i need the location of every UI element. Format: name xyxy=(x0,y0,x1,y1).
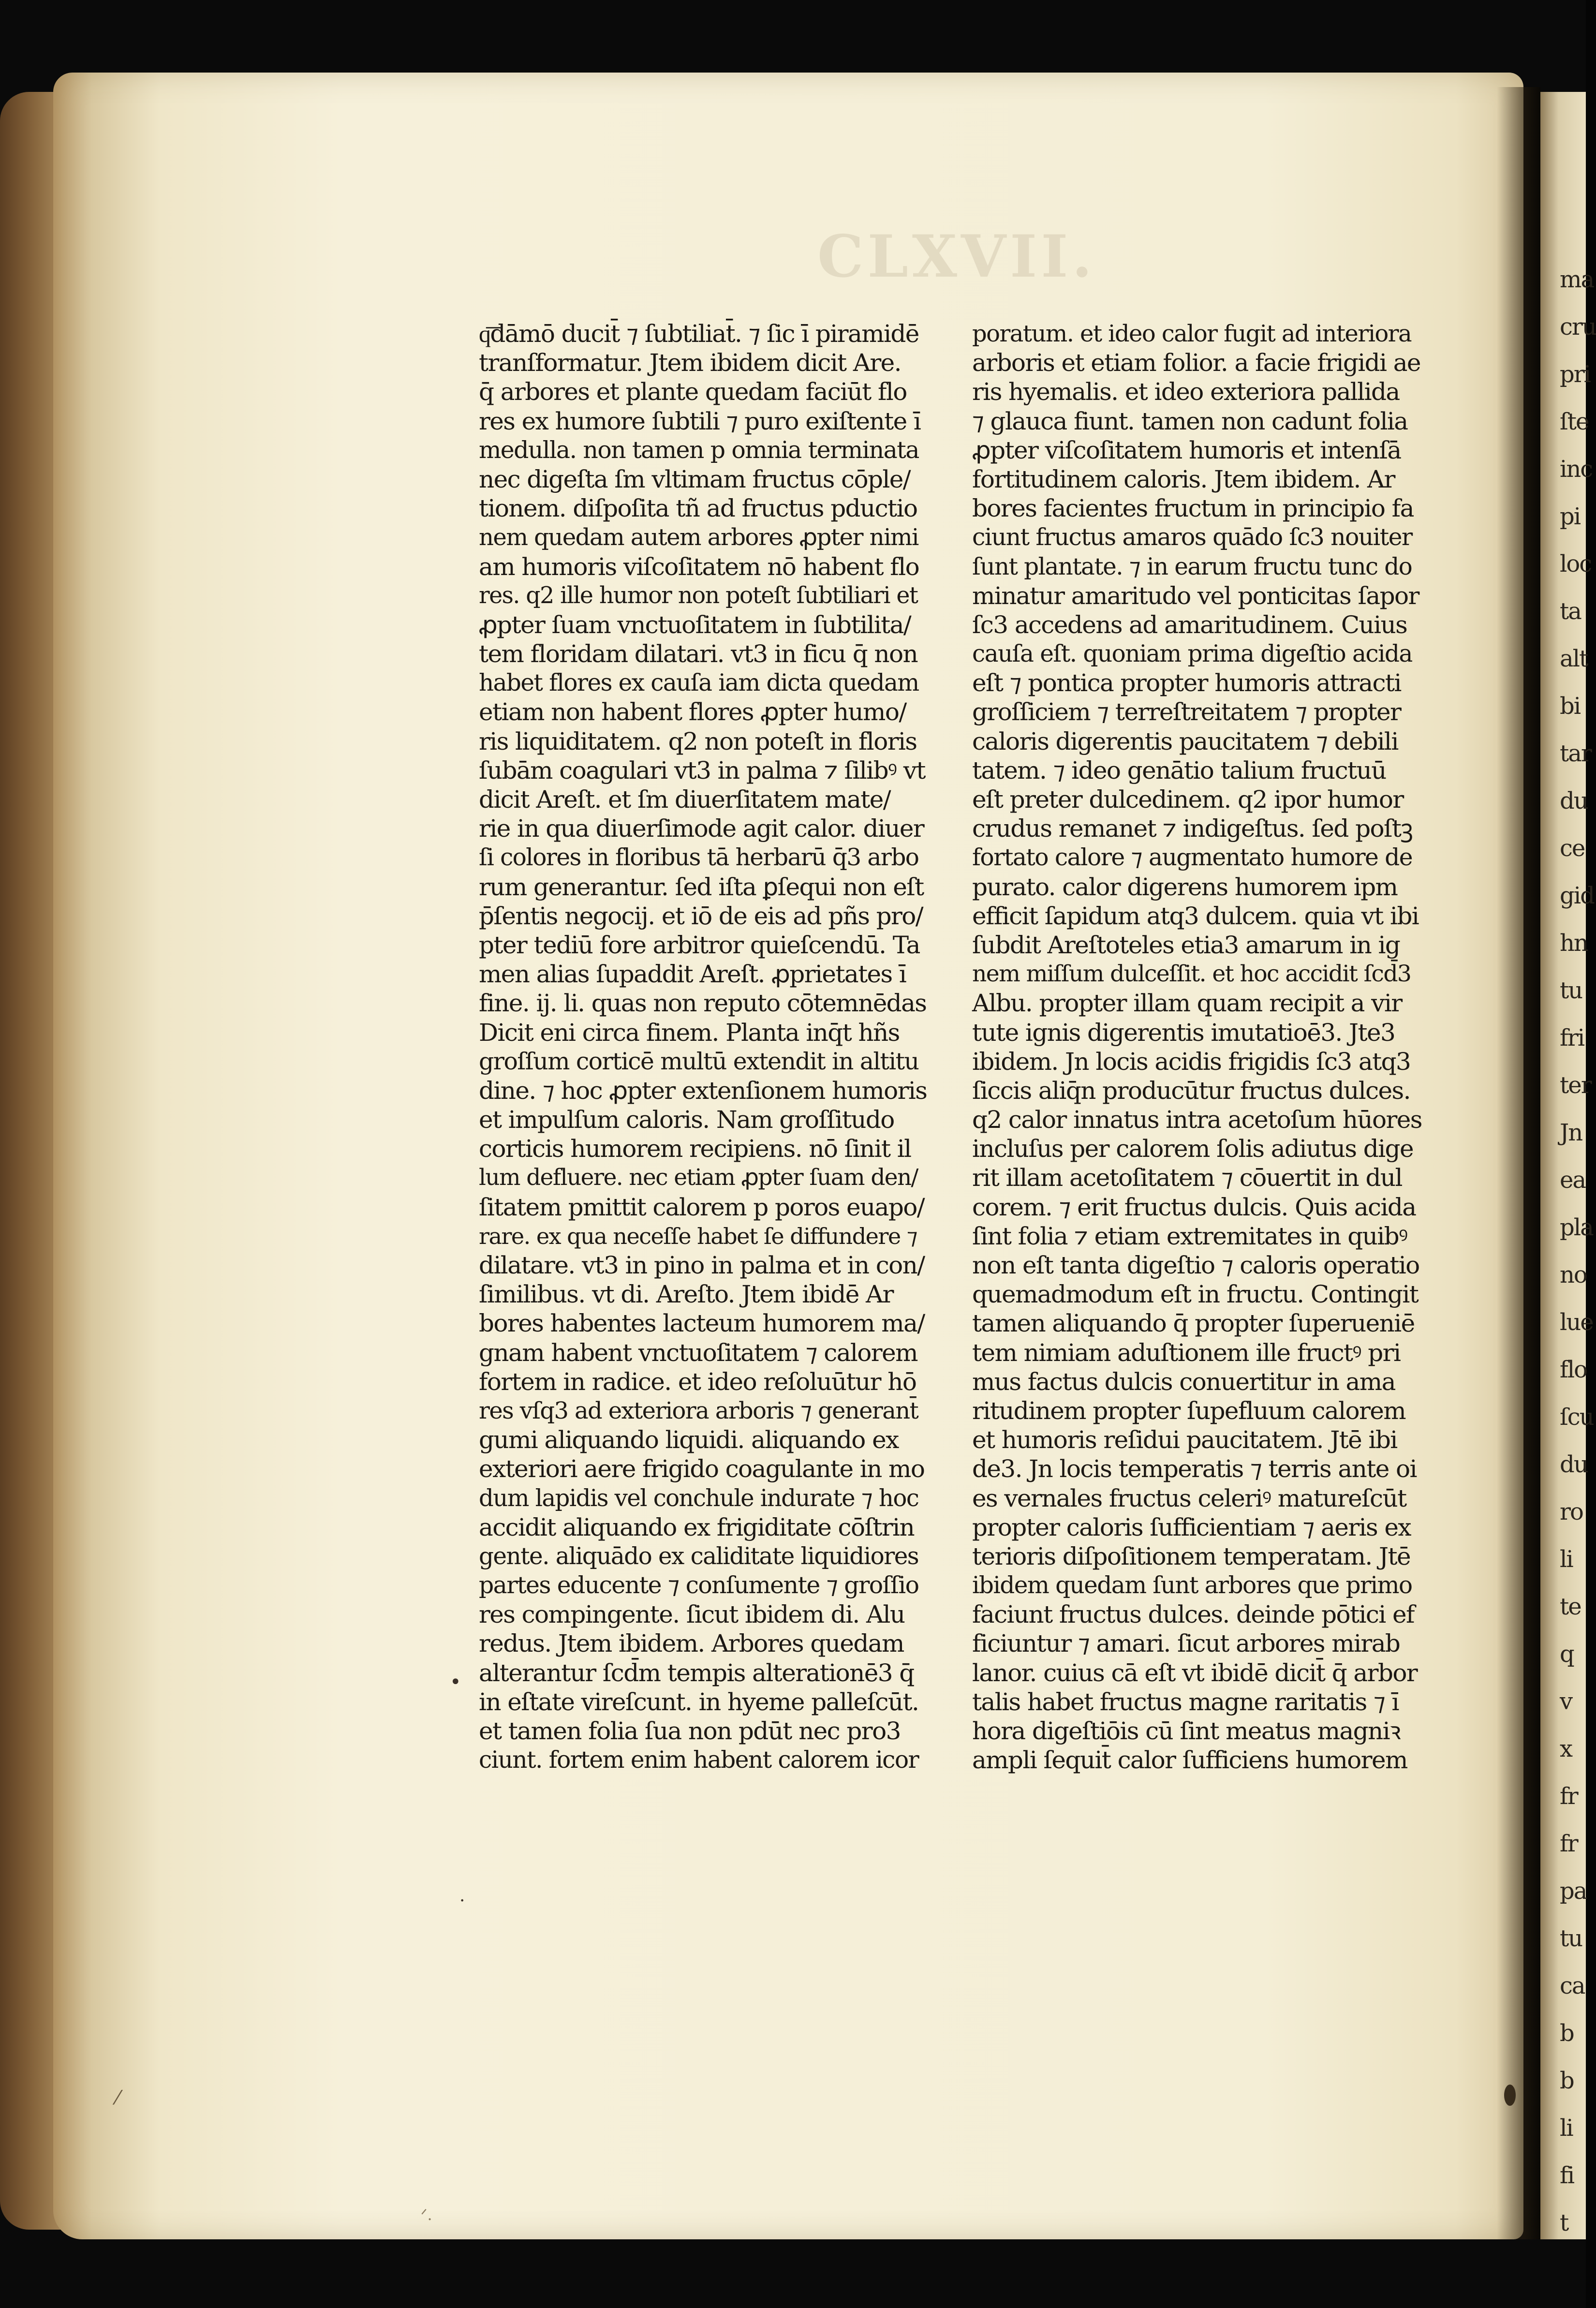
text-line: ris liquiditatem. q2 non poteſt in floris xyxy=(479,727,917,755)
text-line: poratum. et ideo calor fugit ad interiora xyxy=(972,320,1411,347)
text-line: es vernales fructus celeriꝰ matureſcūt xyxy=(972,1484,1406,1512)
text-line: tem floridam dilatari. vt3 in ficu q̄ non xyxy=(479,640,918,668)
facing-page-fragment: ea xyxy=(1560,1167,1586,1194)
text-line: nem quedam autem arbores ꝓpter nimi xyxy=(479,524,918,551)
facing-page-fragment: b xyxy=(1560,2067,1574,2094)
text-line: gnam habent vnctuoſitatem ⁊ calorem xyxy=(479,1338,917,1367)
text-line: groſſum corticē multū extendit in altitu xyxy=(479,1047,919,1075)
folio-header-ghost: CLXVII. xyxy=(817,222,1096,291)
text-line: de3. Jn locis temperatis ⁊ terris ante oi xyxy=(972,1455,1417,1483)
text-line: hora digeſtiōis cū ſint meatus magniꝛ xyxy=(972,1717,1401,1745)
text-line: terioris diſpoſitionem temperatam. Jtē xyxy=(972,1542,1410,1570)
facing-page-fragment: pri xyxy=(1560,361,1591,388)
text-line: efficit ſapidum atq3 dulcem. quia vt ibi xyxy=(972,902,1419,930)
text-line: rare. ex qua neceſſe habet ſe diffundere ⁊ xyxy=(479,1223,917,1249)
margin-mark: ⁄ xyxy=(116,2087,119,2109)
facing-page-fragment: pi xyxy=(1560,503,1581,530)
text-line: habet flores ex cauſa iam dicta quedam xyxy=(479,669,919,697)
facing-page-fragment: ca xyxy=(1560,1972,1585,1999)
text-line: ⁊ glauca fiunt. tamen non cadunt folia xyxy=(972,407,1408,435)
text-line: nec digeſta ſm vltimam fructus cōple/ xyxy=(479,465,911,493)
facing-page-fragment: pla xyxy=(1560,1214,1593,1241)
facing-page-fragment: ter xyxy=(1560,1072,1591,1099)
text-line: corem. ⁊ erit fructus dulcis. Quis acida xyxy=(972,1193,1416,1221)
facing-page-fragment: fr xyxy=(1560,1783,1578,1810)
facing-page-fragment: du xyxy=(1560,1451,1588,1478)
text-line: purato. calor digerens humorem ipm xyxy=(972,873,1398,901)
text-line: tute ignis digerentis imutatioē3. Jte3 xyxy=(972,1018,1395,1047)
facing-page-fragment: t xyxy=(1560,2209,1568,2236)
text-line: gumi aliquando liquidi. aliquando ex xyxy=(479,1426,899,1454)
text-line: dine. ⁊ hoc ꝓpter extenſionem humoris xyxy=(479,1076,927,1105)
margin-mark: ᐟ. xyxy=(421,2205,432,2224)
margin-mark: • xyxy=(450,1671,461,1693)
text-line: ibidem quedam ſunt arbores que primo xyxy=(972,1572,1412,1599)
text-line: dilatare. vt3 in pino in palma et in con/ xyxy=(479,1251,925,1279)
facing-page-fragment: ce xyxy=(1560,835,1585,862)
text-line: res compingente. ſicut ibidem di. Alu xyxy=(479,1600,905,1629)
text-line: ſubām coagulari vt3 in palma ⁊ ſilibꝰ vt xyxy=(479,756,925,784)
text-line: rit illam acetoſitatem ⁊ cōuertit in dul xyxy=(972,1164,1402,1192)
facing-page-fragment: pa xyxy=(1560,1878,1587,1905)
text-line: q͞dāmō ducit̄ ⁊ ſubtiliat̄. ⁊ ſic ī piramidē xyxy=(479,320,919,348)
text-line: ſubdit Areſtoteles etia3 amarum in ig xyxy=(972,931,1400,959)
facing-page-fragment: ſcu xyxy=(1560,1404,1594,1431)
facing-page-fragment: Jn xyxy=(1560,1119,1582,1146)
text-line: Dicit eni circa finem. Planta inq̄t hñs xyxy=(479,1018,900,1047)
facing-page-fragment: hn xyxy=(1560,930,1588,957)
text-line: partes educente ⁊ conſumente ⁊ groſſio xyxy=(479,1571,919,1599)
text-line: ciunt fructus amaros quādo ſc3 nouiter xyxy=(972,523,1412,551)
text-line: arboris et etiam folior. a facie frigidi ae xyxy=(972,349,1420,377)
text-line: crudus remanet ⁊ indigeſtus. ſed poſtꝫ xyxy=(972,814,1413,843)
text-line: q̄ arbores et plante quedam faciūt flo xyxy=(479,378,907,406)
text-line: res vſq3 ad exteriora arboris ⁊ generant̄ xyxy=(479,1397,918,1424)
text-line: am humoris viſcoſitatem nō habent flo xyxy=(479,552,919,581)
text-line: ſint folia ⁊ etiam extremitates in quibꝰ xyxy=(972,1222,1407,1250)
facing-page-edge xyxy=(1540,92,1596,2239)
text-line: etiam non habent flores ꝓpter humo/ xyxy=(479,698,906,726)
facing-page-fragment: x xyxy=(1560,1735,1572,1762)
text-line: ibidem. Jn locis acidis frigidis ſc3 atq3 xyxy=(972,1047,1411,1076)
text-line: ſc3 accedens ad amaritudinem. Cuius xyxy=(972,610,1407,639)
text-line: et tamen folia ſua non pdūt nec pro3 xyxy=(479,1717,901,1745)
text-line: bores habentes lacteum humorem ma/ xyxy=(479,1309,925,1338)
text-line: q2 calor innatus intra acetoſum hūores xyxy=(972,1106,1422,1134)
text-line: eſt ⁊ pontica propter humoris attracti xyxy=(972,669,1401,697)
facing-page-fragment: b xyxy=(1560,2020,1574,2047)
facing-page-fragment: no xyxy=(1560,1261,1587,1288)
text-line: talis habet fructus magne raritatis ⁊ ī xyxy=(972,1687,1399,1716)
facing-page-fragment: du xyxy=(1560,787,1588,814)
text-line: et humoris reſidui paucitatem. Jtē ibi xyxy=(972,1426,1397,1454)
text-line: eſt preter dulcedinem. q2 ipor humor xyxy=(972,785,1404,814)
text-line: faciunt fructus dulces. deinde pōtici ef xyxy=(972,1600,1414,1629)
text-line: tatem. ⁊ ideo genātio talium fructuū xyxy=(972,756,1386,784)
text-line: propter caloris ſufficientiam ⁊ aeris ex xyxy=(972,1513,1411,1541)
text-line: Albu. propter illam quam recipit a vir xyxy=(972,989,1402,1018)
facing-page-fragment: ta xyxy=(1560,598,1581,625)
gutter-shadow xyxy=(1497,87,1540,2239)
facing-page-fragment: fr xyxy=(1560,1830,1578,1857)
text-line: tranſformatur. Jtem ibidem dicit Are. xyxy=(479,349,901,377)
text-line: p̄ſentis negocij. et iō de eis ad pñs pro/ xyxy=(479,902,923,930)
text-line: et impulſum caloris. Nam groſſitudo xyxy=(479,1106,894,1134)
facing-page-fragment: q xyxy=(1560,1641,1574,1668)
text-line: dicit Areſt. et ſm diuerſitatem mate/ xyxy=(479,785,890,814)
facing-page-fragment: cru xyxy=(1560,313,1596,340)
facing-page-fragment: fi xyxy=(1560,2162,1574,2189)
facing-page-fragment: ſte xyxy=(1560,408,1589,435)
facing-page-fragment: gid xyxy=(1560,882,1594,909)
right-text-column xyxy=(972,319,1422,1775)
text-line: non eſt tanta digeſtio ⁊ caloris operatio xyxy=(972,1251,1419,1279)
facing-page-fragment: tu xyxy=(1560,977,1582,1004)
text-line: cauſa eſt. quoniam prima digeſtio acida xyxy=(972,640,1412,668)
text-line: ſunt plantate. ⁊ in earum fructu tunc do xyxy=(972,553,1412,580)
text-line: alterantur ſcd̄m tempis alterationē3 q̄ xyxy=(479,1658,914,1687)
facing-page-fragment: loc xyxy=(1560,550,1592,577)
text-line: minatur amaritudo vel ponticitas ſapor xyxy=(972,581,1419,610)
text-line: nem miſſum dulceſſit. et hoc accidit ſcd̄3 xyxy=(972,961,1411,988)
text-line: mus factus dulcis conuertitur in ama xyxy=(972,1367,1395,1396)
text-line: fortato calore ⁊ augmentato humore de xyxy=(972,844,1412,872)
facing-page-fragment: lue xyxy=(1560,1309,1593,1336)
text-line: lum defluere. nec etiam ꝓpter ſuam den/ xyxy=(479,1164,918,1191)
text-line: gente. aliquādo ex caliditate liquidiores xyxy=(479,1542,919,1570)
text-line: exteriori aere frigido coagulante in mo xyxy=(479,1455,925,1483)
text-line: bores facientes fructum in principio fa xyxy=(972,494,1414,523)
text-line: fine. ij. li. quas non reputo cōtemnēdas xyxy=(479,989,927,1018)
text-line: rum generantur. ſed iſta ꝑſequi non eſt xyxy=(479,873,924,901)
text-line: ſiccis aliq̄n producūtur fructus dulces. xyxy=(972,1076,1410,1105)
text-line: ris hyemalis. et ideo exteriora pallida xyxy=(972,378,1400,406)
text-line: ſitatem pmittit calorem p poros euapo/ xyxy=(479,1193,924,1221)
text-line: ꝓpter viſcoſitatem humoris et intenſā xyxy=(972,436,1401,464)
text-line: accidit aliquando ex frigiditate cōſtrin xyxy=(479,1513,915,1541)
facing-page-fragment: fri xyxy=(1560,1024,1584,1051)
text-line: incluſus per calorem ſolis adiutus dige xyxy=(972,1135,1413,1163)
text-line: medulla. non tamen p omnia terminata xyxy=(479,436,919,464)
text-line: ſi colores in floribus tā herbarū q̄3 arbo xyxy=(479,844,919,872)
margin-mark: · xyxy=(459,1891,465,1911)
facing-page-fragment: ma xyxy=(1560,266,1594,293)
text-line: fortem in radice. et ideo reſoluūtur hō xyxy=(479,1367,916,1396)
text-line: quemadmodum eſt in fructu. Contingit xyxy=(972,1280,1419,1309)
text-line: corticis humorem recipiens. nō ſinit il xyxy=(479,1135,911,1163)
text-line: dum lapidis vel conchule indurate ⁊ hoc xyxy=(479,1484,919,1512)
text-line: res. q2 ille humor non poteſt ſubtiliari et xyxy=(479,582,918,609)
facing-page-fragment: ro xyxy=(1560,1498,1583,1525)
facing-page-fragment: alt xyxy=(1560,645,1588,672)
text-line: in eſtate vireſcunt. in hyeme palleſcūt. xyxy=(479,1687,919,1716)
text-line: fortitudinem caloris. Jtem ibidem. Ar xyxy=(972,465,1395,493)
text-line: caloris digerentis paucitatem ⁊ debili xyxy=(972,727,1398,755)
facing-page-fragment: v xyxy=(1560,1688,1572,1715)
text-line: redus. Jtem ibidem. Arbores quedam xyxy=(479,1629,904,1658)
text-line: res ex humore ſubtili ⁊ puro exiſtente ī xyxy=(479,407,921,435)
facing-page-fragment: te xyxy=(1560,1593,1581,1620)
text-line: tionem. diſpoſita tñ ad fructus pductio xyxy=(479,494,917,523)
left-text-column xyxy=(479,319,929,1775)
text-line: tem nimiam aduſtionem ille fructꝰ pri xyxy=(972,1338,1401,1367)
text-line: groſſiciem ⁊ terreſtreitatem ⁊ propter xyxy=(972,698,1401,726)
text-line: lanor. cuius cā eſt vt ibidē dicit̄ q̄ arbor xyxy=(972,1658,1418,1687)
text-line: ampli ſequit̄ calor ſufficiens humorem xyxy=(972,1746,1407,1775)
facing-page-fragment: tar xyxy=(1560,740,1591,767)
text-line: ꝓpter ſuam vnctuoſitatem in ſubtilita/ xyxy=(479,610,911,639)
facing-page-fragment: li xyxy=(1560,2115,1573,2142)
text-line: ritudinem propter ſupefluum calorem xyxy=(972,1396,1406,1425)
facing-page-fragment: bi xyxy=(1560,693,1581,720)
text-line: pter tediū fore arbitror quieſcendū. Ta xyxy=(479,931,920,959)
text-line: ciunt. fortem enim habent calorem icor xyxy=(479,1746,919,1774)
facing-page-fragment: li xyxy=(1560,1546,1573,1573)
text-line: ſimilibus. vt di. Areſto. Jtem ibidē Ar xyxy=(479,1280,893,1309)
text-line: tamen aliquando q̄ propter ſuperueniē xyxy=(972,1309,1415,1338)
facing-page-fragment: flo xyxy=(1560,1356,1587,1383)
text-line: ficiuntur ⁊ amari. ſicut arbores mirab xyxy=(972,1629,1400,1658)
facing-page-fragment: tu xyxy=(1560,1925,1582,1952)
text-line: rie in qua diuerſimode agit calor. diuer xyxy=(479,814,924,843)
facing-page-fragment: inc xyxy=(1560,456,1593,483)
text-line: men alias ſupaddit Areſt. ꝓprietates ī xyxy=(479,960,906,989)
